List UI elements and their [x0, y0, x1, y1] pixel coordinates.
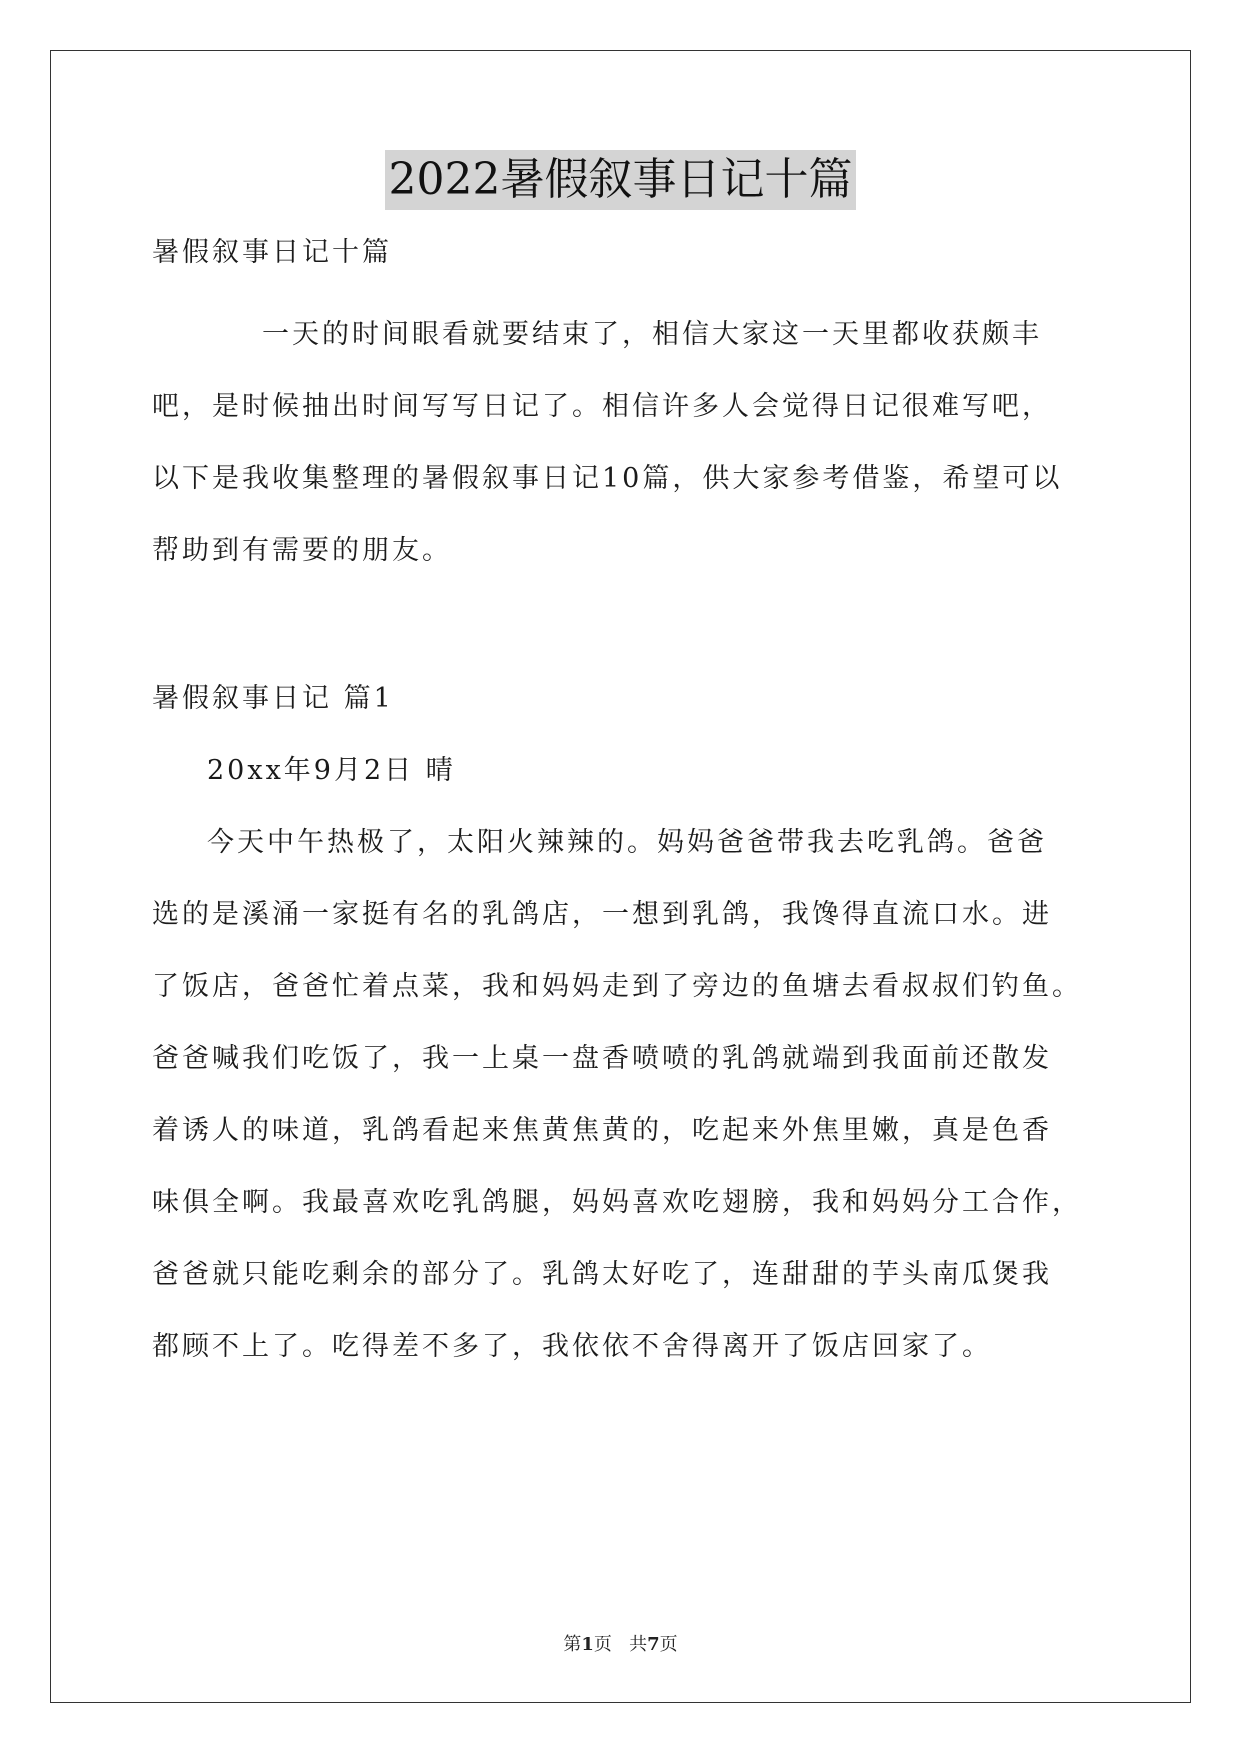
section-heading: 暑假叙事日记 篇1 — [152, 683, 394, 714]
footer-total-prefix: 共 — [629, 1634, 648, 1655]
footer-total-suffix: 页 — [659, 1634, 678, 1655]
footer-page-prefix: 第 — [563, 1634, 582, 1655]
intro-line-4: 帮助到有需要的朋友。 — [152, 535, 452, 566]
body-line-5: 着诱人的味道，乳鸽看起来焦黄焦黄的，吃起来外焦里嫩，真是色香 — [152, 1115, 1052, 1146]
title-container — [0, 150, 1241, 210]
body-line-4: 爸爸喊我们吃饭了，我一上桌一盘香喷喷的乳鸽就端到我面前还散发 — [152, 1043, 1052, 1074]
intro-line-2: 吧，是时候抽出时间写写日记了。相信许多人会觉得日记很难写吧， — [152, 391, 1052, 422]
body-line-3: 了饭店，爸爸忙着点菜，我和妈妈走到了旁边的鱼塘去看叔叔们钓鱼。 — [152, 971, 1082, 1002]
footer-total-pages: 7 — [647, 1634, 660, 1655]
body-line-7: 爸爸就只能吃剩余的部分了。乳鸽太好吃了，连甜甜的芋头南瓜煲我 — [152, 1259, 1052, 1290]
body-line-1: 今天中午热极了，太阳火辣辣的。妈妈爸爸带我去吃乳鸽。爸爸 — [207, 827, 1047, 858]
date-line: 20xx年9月2日 晴 — [207, 755, 456, 786]
page-footer — [0, 1630, 1241, 1656]
intro-line-3: 以下是我收集整理的暑假叙事日记10篇，供大家参考借鉴，希望可以 — [152, 463, 1063, 494]
body-line-6: 味俱全啊。我最喜欢吃乳鸽腿，妈妈喜欢吃翅膀，我和妈妈分工合作， — [152, 1187, 1082, 1218]
document-body — [152, 238, 1092, 1362]
footer-current-page: 1 — [581, 1634, 594, 1655]
intro-line-1: 一天的时间眼看就要结束了，相信大家这一天里都收获颇丰 — [262, 319, 1042, 350]
footer-page-suffix: 页 — [593, 1634, 612, 1655]
document-heading: 暑假叙事日记十篇 — [152, 237, 392, 268]
body-line-2: 选的是溪涌一家挺有名的乳鸽店，一想到乳鸽，我馋得直流口水。进 — [152, 899, 1052, 930]
document-title: 2022暑假叙事日记十篇 — [385, 150, 857, 210]
body-line-8: 都顾不上了。吃得差不多了，我依依不舍得离开了饭店回家了。 — [152, 1331, 992, 1362]
